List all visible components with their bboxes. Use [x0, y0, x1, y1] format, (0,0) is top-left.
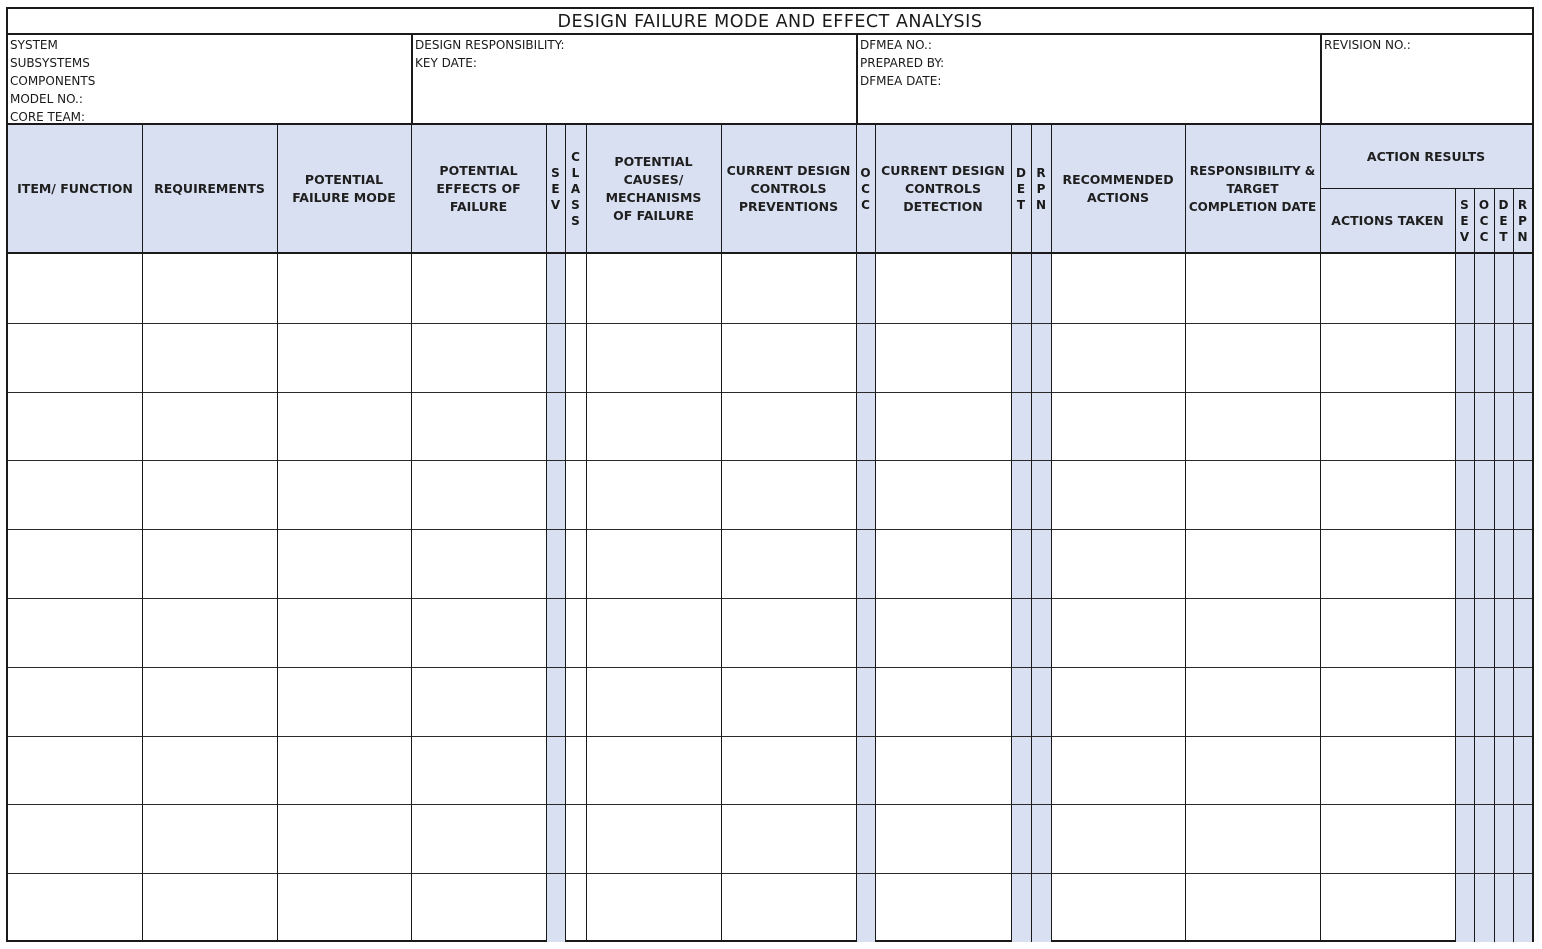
vertical-letter: S [1460, 197, 1469, 212]
vertical-letter: C [571, 149, 580, 164]
header-occ [856, 125, 875, 252]
header-action-results: ACTION RESULTS [1366, 148, 1486, 164]
info-dfmea-block [856, 35, 1320, 125]
info-model-no: MODEL NO.: [10, 92, 83, 106]
vertical-letter: E [1499, 213, 1508, 228]
vertical-letter: C [1479, 213, 1489, 228]
vertical-letter: N [1517, 229, 1528, 244]
header-effects: POTENTIAL EFFECTS OF FAILURE [436, 162, 521, 214]
vertical-letter: A [570, 181, 581, 196]
header-item-function: ITEM/ FUNCTION [17, 180, 133, 196]
info-system: SYSTEM [10, 38, 58, 52]
vertical-letter: C [861, 181, 870, 196]
header-rpn [1031, 125, 1051, 252]
header-recommended-actions: RECOMMENDED ACTIONS [1062, 171, 1174, 205]
column-line [1494, 189, 1495, 942]
vertical-letter: P [1518, 213, 1527, 228]
vertical-letter: D [1016, 165, 1026, 180]
table-row[interactable] [8, 736, 1532, 805]
header-ar-rpn [1513, 189, 1532, 252]
header-requirements: REQUIREMENTS [154, 180, 265, 196]
info-system-block [8, 35, 411, 125]
vertical-letter: N [1035, 197, 1047, 212]
vertical-letter: C [1479, 229, 1489, 244]
table-row[interactable] [8, 529, 1532, 598]
vertical-letter: O [1478, 197, 1490, 212]
header-prevention: CURRENT DESIGN CONTROLS PREVENTIONS [726, 162, 851, 214]
vertical-letter: O [860, 165, 871, 180]
form-title: DESIGN FAILURE MODE AND EFFECT ANALYSIS [8, 9, 1532, 35]
info-prepared-by: PREPARED BY: [860, 56, 945, 70]
vertical-letter: T [1499, 229, 1508, 244]
info-components: COMPONENTS [10, 74, 96, 88]
header-detection: CURRENT DESIGN CONTROLS DETECTION [881, 162, 1005, 214]
table-row[interactable] [8, 667, 1532, 736]
vertical-letter: S [551, 165, 560, 180]
header-actions-taken: ACTIONS TAKEN [1331, 212, 1444, 228]
info-dfmea-no: DFMEA NO.: [860, 38, 932, 52]
header-failure-mode: POTENTIAL FAILURE MODE [292, 171, 396, 205]
header-ar-det [1494, 189, 1513, 252]
dfmea-form [6, 7, 1534, 942]
table-row[interactable] [8, 460, 1532, 529]
vertical-letter: E [1460, 213, 1469, 228]
table-row[interactable] [8, 323, 1532, 392]
vertical-letter: E [551, 181, 560, 196]
info-revision-block [1320, 35, 1532, 125]
info-key-date: KEY DATE: [415, 56, 477, 70]
vertical-letter: P [1036, 181, 1046, 196]
info-revision-no: REVISION NO.: [1324, 38, 1411, 52]
header-ar-sev [1455, 189, 1474, 252]
vertical-letter: V [1459, 229, 1470, 244]
table-row[interactable] [8, 873, 1532, 942]
info-responsibility-block [411, 35, 856, 125]
header-ar-occ [1474, 189, 1494, 252]
column-line [1455, 189, 1456, 942]
info-dfmea-date: DFMEA DATE: [860, 74, 942, 88]
header-causes: POTENTIAL CAUSES/ MECHANISMS OF FAILURE [605, 153, 702, 223]
vertical-letter: S [571, 213, 580, 228]
vertical-letter: R [1517, 197, 1528, 212]
vertical-letter: V [550, 197, 561, 212]
header-class [565, 125, 586, 252]
vertical-letter: L [571, 165, 580, 180]
table-row[interactable] [8, 598, 1532, 667]
header-sev [546, 125, 565, 252]
table-row[interactable] [8, 254, 1532, 323]
vertical-letter: T [1016, 197, 1026, 212]
table-row[interactable] [8, 392, 1532, 461]
vertical-letter: C [861, 197, 870, 212]
vertical-letter: R [1036, 165, 1046, 180]
column-line [1474, 189, 1475, 942]
header-det [1011, 125, 1031, 252]
info-design-responsibility: DESIGN RESPONSIBILITY: [415, 38, 565, 52]
header-responsibility: RESPONSIBILITY & TARGET COMPLETION DATE [1188, 163, 1317, 214]
vertical-letter: E [1016, 181, 1026, 196]
column-line [1513, 189, 1514, 942]
info-core-team: CORE TEAM: [10, 110, 86, 124]
table-row[interactable] [8, 804, 1532, 873]
info-subsystems: SUBSYSTEMS [10, 56, 90, 70]
vertical-letter: D [1498, 197, 1509, 212]
vertical-letter: S [571, 197, 580, 212]
